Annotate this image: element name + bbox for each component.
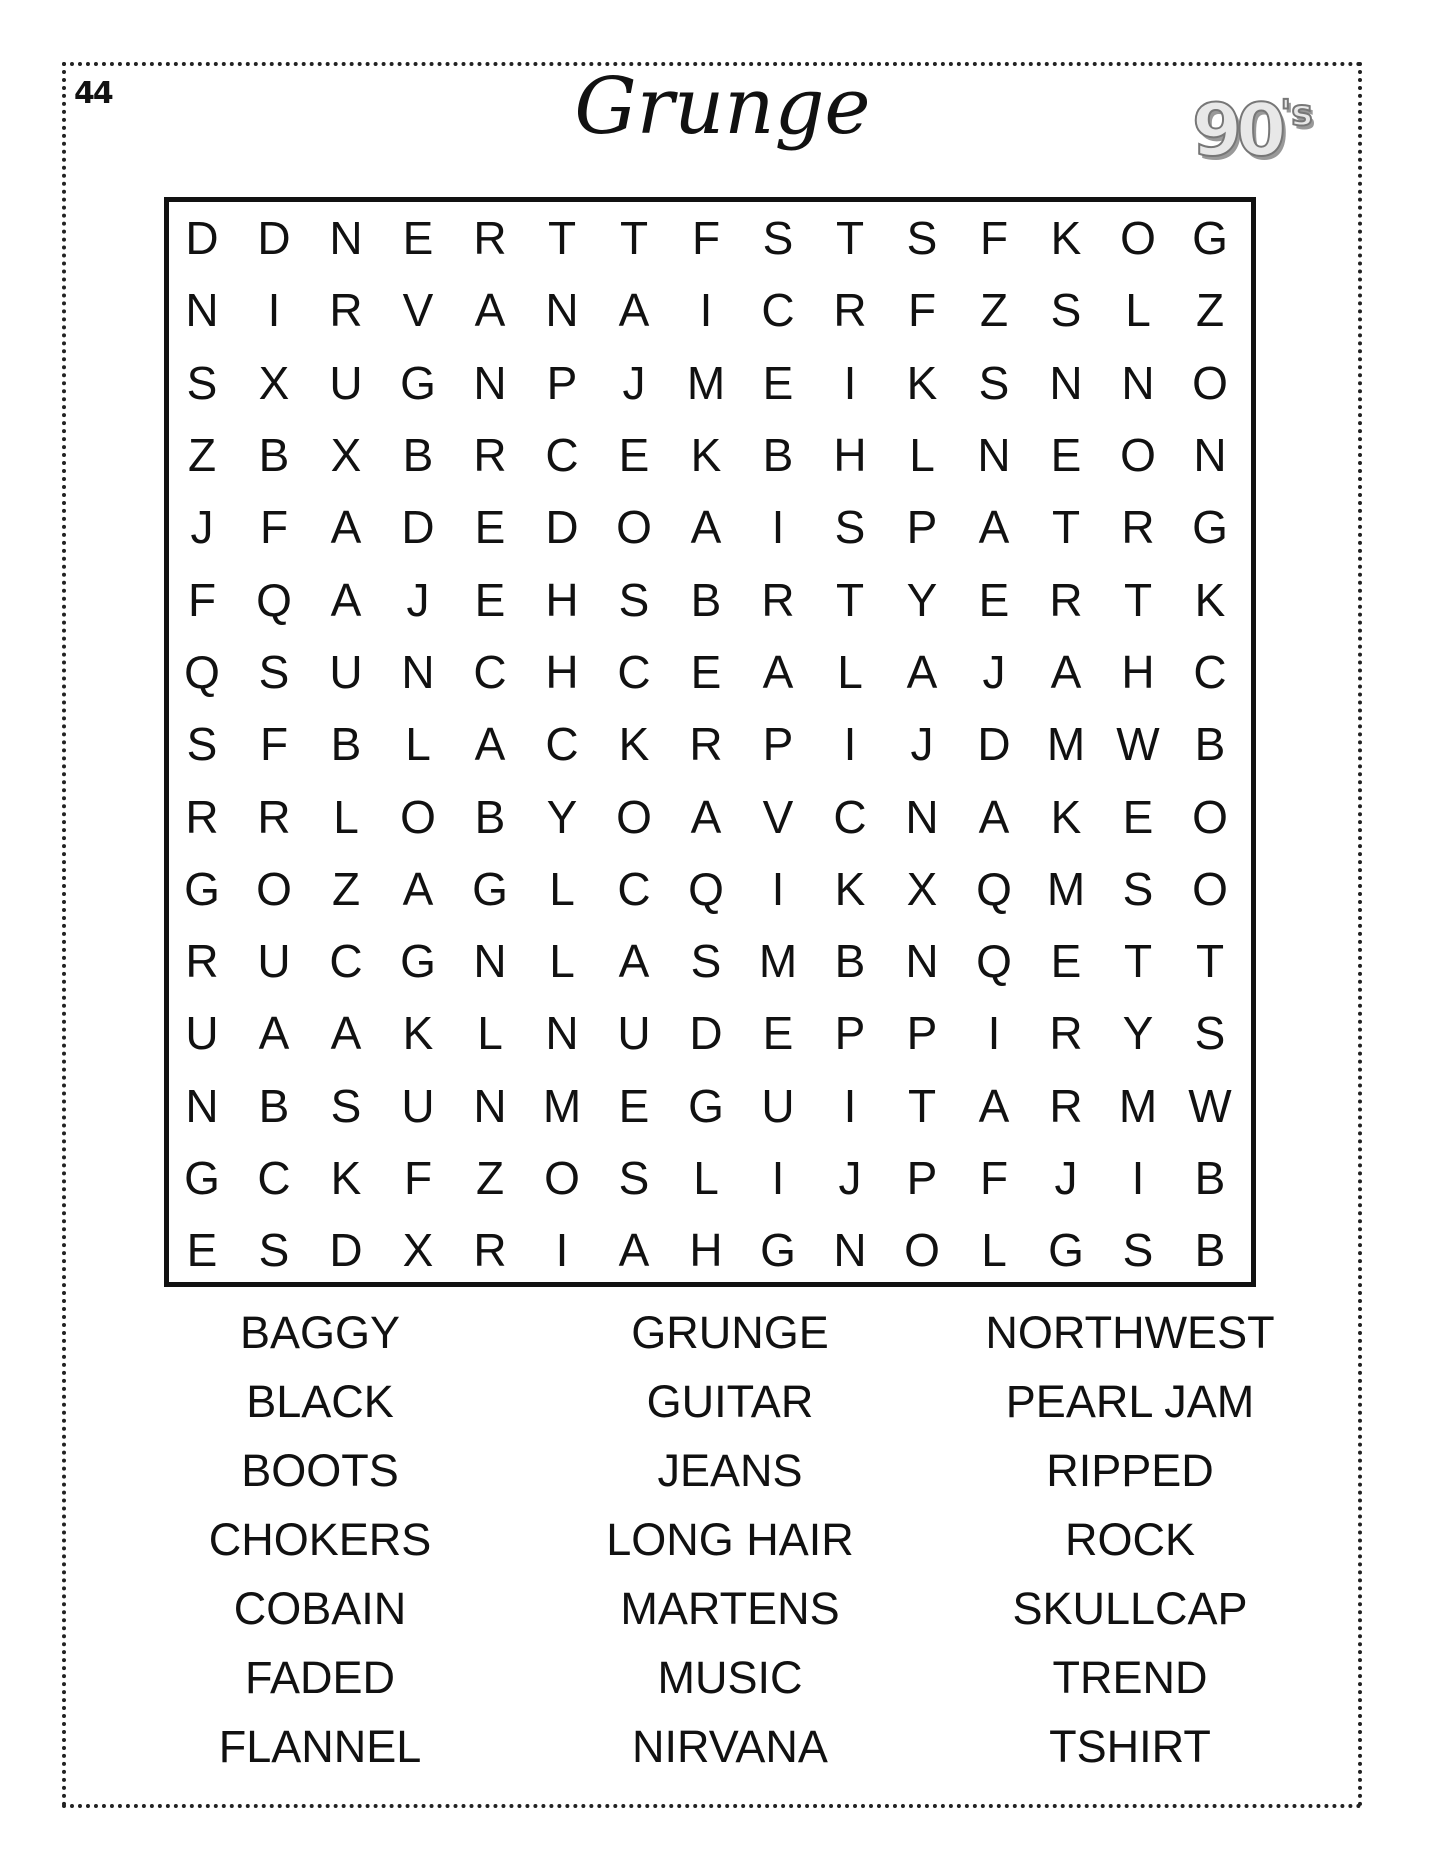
grid-letter[interactable]: K (690, 429, 722, 482)
grid-letter[interactable]: S (618, 1152, 650, 1204)
grid-letter[interactable]: Z (331, 862, 361, 915)
word-list-column (110, 1298, 530, 1781)
grid-letter[interactable]: B (1194, 1152, 1226, 1204)
grid-letter[interactable]: I (1131, 1152, 1145, 1204)
nineties-logo (1192, 88, 1313, 172)
word-list-item: GRUNGE (631, 1306, 829, 1358)
grid-letter[interactable]: T (835, 573, 865, 626)
grid-letter[interactable]: C (545, 718, 579, 771)
grid-letter[interactable]: O (616, 501, 652, 554)
grid-letter[interactable]: H (545, 645, 579, 698)
grid-letter[interactable]: I (267, 284, 281, 337)
grid-letter[interactable]: Q (256, 573, 292, 626)
word-list-item: MARTENS (620, 1582, 840, 1634)
grid-letter[interactable]: A (618, 284, 650, 337)
grid-letter[interactable]: N (833, 1224, 867, 1277)
grid-letter[interactable]: J (838, 1152, 862, 1204)
grid-letter[interactable]: B (1194, 1224, 1226, 1277)
grid-letter[interactable]: L (549, 935, 575, 988)
grid-letter[interactable]: G (400, 935, 436, 988)
grid-letter[interactable]: L (909, 429, 935, 482)
word-list-item: NORTHWEST (985, 1306, 1275, 1358)
grid-letter[interactable]: M (1046, 718, 1086, 771)
grid-letter[interactable]: T (1123, 935, 1153, 988)
grid-letter[interactable]: R (185, 790, 219, 843)
grid-letter[interactable]: P (762, 718, 794, 771)
grid-letter[interactable]: N (1121, 356, 1155, 409)
grid-letter[interactable]: S (258, 1224, 290, 1277)
grid-letter[interactable]: F (979, 1152, 1009, 1204)
grid-letter[interactable]: U (617, 1007, 651, 1060)
grid-letter[interactable]: N (545, 284, 579, 337)
grid-letter[interactable]: E (762, 1007, 794, 1060)
word-list-item: SKULLCAP (1012, 1582, 1248, 1634)
grid-letter[interactable]: J (1054, 1152, 1078, 1204)
grid-letter[interactable]: U (401, 1079, 435, 1132)
grid-letter[interactable]: Z (979, 284, 1009, 337)
word-list-item: TSHIRT (1049, 1720, 1211, 1772)
grid-letter[interactable]: F (403, 1152, 433, 1204)
grid-letter[interactable]: A (978, 501, 1010, 554)
grid-letter[interactable]: Y (1122, 1007, 1154, 1060)
word-list-item: JEANS (657, 1444, 803, 1496)
grid-letter[interactable]: E (1050, 935, 1082, 988)
word-list-column (930, 1298, 1330, 1781)
grid-letter[interactable]: J (406, 573, 430, 626)
grid-letter[interactable]: I (843, 718, 857, 771)
grid-letter[interactable]: P (546, 356, 578, 409)
grid-letter[interactable]: C (833, 790, 867, 843)
grid-letter[interactable]: R (1121, 501, 1155, 554)
grid-letter[interactable]: J (982, 645, 1006, 698)
grid-letter[interactable]: E (690, 645, 722, 698)
word-list-item: CHOKERS (208, 1513, 432, 1565)
word-list-item: GUITAR (646, 1375, 814, 1427)
word-list-item: BLACK (246, 1375, 394, 1427)
grid-letter[interactable]: H (833, 429, 867, 482)
grid-letter[interactable]: K (1050, 212, 1082, 265)
word-list-item: NIRVANA (632, 1720, 828, 1772)
grid-letter[interactable]: G (688, 1079, 724, 1132)
grid-letter[interactable]: X (906, 862, 938, 915)
grid-letter[interactable]: R (473, 429, 507, 482)
grid-letter[interactable]: O (1120, 212, 1156, 265)
grid-letter[interactable]: D (689, 1007, 723, 1060)
grid-letter[interactable]: F (979, 212, 1009, 265)
grid-letter[interactable]: E (1122, 790, 1154, 843)
grid-letter[interactable]: M (1046, 862, 1086, 915)
grid-letter[interactable]: L (549, 862, 575, 915)
grid-letter[interactable]: Q (976, 935, 1012, 988)
grid-letter[interactable]: R (329, 284, 363, 337)
grid-letter[interactable]: S (186, 718, 218, 771)
grid-letter[interactable]: B (762, 429, 794, 482)
grid-letter[interactable]: E (402, 212, 434, 265)
grid-letter[interactable]: V (402, 284, 434, 337)
grid-letter[interactable]: W (1116, 718, 1160, 771)
grid-letter[interactable]: S (1194, 1007, 1226, 1060)
grid-letter[interactable]: B (402, 429, 434, 482)
grid-letter[interactable]: N (1049, 356, 1083, 409)
grid-letter[interactable]: S (978, 356, 1010, 409)
word-list-column (530, 1298, 930, 1781)
grid-letter[interactable]: A (618, 1224, 650, 1277)
word-list-item: MUSIC (657, 1651, 803, 1703)
grid-letter[interactable]: A (762, 645, 794, 698)
grid-letter[interactable]: R (1049, 573, 1083, 626)
grid-letter[interactable]: Z (475, 1152, 505, 1204)
grid-letter[interactable]: T (619, 212, 649, 265)
grid-letter[interactable]: G (760, 1224, 796, 1277)
grid-letter[interactable]: A (978, 1079, 1010, 1132)
grid-letter[interactable]: T (1195, 935, 1225, 988)
grid-letter[interactable]: E (978, 573, 1010, 626)
nineties-logo-suffix: 's (1280, 93, 1313, 134)
grid-letter[interactable]: A (474, 284, 506, 337)
grid-letter[interactable]: S (906, 212, 938, 265)
grid-letter[interactable]: B (474, 790, 506, 843)
grid-letter[interactable]: N (185, 1079, 219, 1132)
grid-letter[interactable]: K (906, 356, 938, 409)
grid-letter[interactable]: E (474, 501, 506, 554)
grid-letter[interactable]: J (910, 718, 934, 771)
grid-letter[interactable]: N (905, 790, 939, 843)
grid-letter[interactable]: E (618, 429, 650, 482)
word-list-item: ROCK (1064, 1513, 1195, 1565)
grid-letter[interactable]: L (981, 1224, 1007, 1277)
grid-letter[interactable]: L (477, 1007, 503, 1060)
grid-letter[interactable]: M (1118, 1079, 1158, 1132)
grid-letter[interactable]: L (405, 718, 431, 771)
grid-letter[interactable]: P (906, 501, 938, 554)
grid-letter[interactable]: S (690, 935, 722, 988)
grid-letter[interactable]: C (545, 429, 579, 482)
grid-letter[interactable]: R (473, 212, 507, 265)
grid-letter[interactable]: H (689, 1224, 723, 1277)
grid-letter[interactable]: X (258, 356, 290, 409)
word-list-item: COBAIN (233, 1582, 407, 1634)
grid-letter[interactable]: A (402, 862, 434, 915)
grid-letter[interactable]: N (473, 356, 507, 409)
grid-letter[interactable]: A (474, 718, 506, 771)
grid-letter[interactable]: L (837, 645, 863, 698)
grid-letter[interactable]: G (1048, 1224, 1084, 1277)
grid-letter[interactable]: J (622, 356, 646, 409)
grid-letter[interactable]: I (771, 501, 785, 554)
grid-letter[interactable]: F (907, 284, 937, 337)
grid-letter[interactable]: I (843, 356, 857, 409)
grid-letter[interactable]: D (257, 212, 291, 265)
grid-letter[interactable]: E (762, 356, 794, 409)
grid-letter[interactable]: R (833, 284, 867, 337)
grid-letter[interactable]: C (617, 862, 651, 915)
grid-letter[interactable]: B (1194, 718, 1226, 771)
grid-letter[interactable]: S (1122, 1224, 1154, 1277)
grid-letter[interactable]: R (257, 790, 291, 843)
grid-letter[interactable]: K (834, 862, 866, 915)
grid-letter[interactable]: N (473, 1079, 507, 1132)
nineties-logo-number: 90 (1192, 88, 1281, 172)
grid-letter[interactable]: Y (906, 573, 938, 626)
grid-letter[interactable]: P (906, 1152, 938, 1204)
grid-letter[interactable]: J (190, 501, 214, 554)
grid-letter[interactable]: I (987, 1007, 1001, 1060)
grid-letter[interactable]: N (401, 645, 435, 698)
grid-letter[interactable]: O (1120, 429, 1156, 482)
grid-letter[interactable]: V (762, 790, 794, 843)
grid-letter[interactable]: C (1193, 645, 1227, 698)
word-list-item: BOOTS (241, 1444, 399, 1496)
grid-letter[interactable]: G (1192, 501, 1228, 554)
grid-letter[interactable]: S (258, 645, 290, 698)
grid-letter[interactable]: D (977, 718, 1011, 771)
grid-letter[interactable]: N (185, 284, 219, 337)
grid-letter[interactable]: T (907, 1079, 937, 1132)
grid-letter[interactable]: C (761, 284, 795, 337)
grid-letter[interactable]: C (329, 935, 363, 988)
grid-letter[interactable]: C (257, 1152, 291, 1204)
grid-letter[interactable]: Y (546, 790, 578, 843)
grid-letter[interactable]: S (330, 1079, 362, 1132)
grid-letter[interactable]: M (686, 356, 726, 409)
grid-letter[interactable]: O (544, 1152, 580, 1204)
grid-letter[interactable]: H (545, 573, 579, 626)
grid-letter[interactable]: M (542, 1079, 582, 1132)
grid-letter[interactable]: D (545, 501, 579, 554)
grid-letter[interactable]: I (843, 1079, 857, 1132)
grid-letter[interactable]: S (618, 573, 650, 626)
grid-letter[interactable]: G (1192, 212, 1228, 265)
grid-letter[interactable]: U (761, 1079, 795, 1132)
grid-letter[interactable]: N (545, 1007, 579, 1060)
grid-letter[interactable]: A (330, 573, 362, 626)
grid-letter[interactable]: O (904, 1224, 940, 1277)
grid-letter[interactable]: B (330, 718, 362, 771)
grid-letter[interactable]: T (835, 212, 865, 265)
grid-letter[interactable]: S (762, 212, 794, 265)
grid-letter[interactable]: E (474, 573, 506, 626)
grid-letter[interactable]: A (1050, 645, 1082, 698)
grid-letter[interactable]: N (905, 935, 939, 988)
grid-letter[interactable]: I (555, 1224, 569, 1277)
page-number: 44 (74, 76, 112, 111)
grid-letter[interactable]: U (185, 1007, 219, 1060)
word-list-item: TREND (1052, 1651, 1208, 1703)
grid-letter[interactable]: K (1194, 573, 1226, 626)
grid-letter[interactable]: O (1192, 790, 1228, 843)
grid-letter[interactable]: G (184, 1152, 220, 1204)
grid-letter[interactable]: C (617, 645, 651, 698)
grid-letter[interactable]: H (1121, 645, 1155, 698)
grid-letter[interactable]: T (1123, 573, 1153, 626)
grid-letter[interactable]: D (185, 212, 219, 265)
grid-letter[interactable]: U (329, 356, 363, 409)
word-list (110, 1298, 1330, 1781)
word-search-grid (166, 202, 1258, 1286)
grid-letter[interactable]: O (1192, 356, 1228, 409)
grid-letter[interactable]: K (1050, 790, 1082, 843)
grid-letter[interactable]: E (186, 1224, 218, 1277)
grid-letter[interactable]: L (693, 1152, 719, 1204)
grid-letter[interactable]: A (978, 790, 1010, 843)
grid-letter[interactable]: O (256, 862, 292, 915)
grid-letter[interactable]: X (402, 1224, 434, 1277)
grid-letter[interactable]: P (834, 1007, 866, 1060)
grid-letter[interactable]: N (977, 429, 1011, 482)
grid-letter[interactable]: S (1122, 862, 1154, 915)
grid-letter[interactable]: O (616, 790, 652, 843)
grid-letter[interactable]: N (1193, 429, 1227, 482)
word-list-item: BAGGY (239, 1306, 401, 1358)
grid-letter[interactable]: G (472, 862, 508, 915)
grid-letter[interactable]: D (329, 1224, 363, 1277)
word-list-item: FLANNEL (218, 1720, 422, 1772)
grid-letter[interactable]: A (906, 645, 938, 698)
grid-letter[interactable]: A (690, 501, 722, 554)
grid-letter[interactable]: P (906, 1007, 938, 1060)
word-list-item: FADED (244, 1651, 396, 1703)
grid-letter[interactable]: A (690, 790, 722, 843)
grid-letter[interactable]: U (329, 645, 363, 698)
grid-letter[interactable]: F (259, 501, 289, 554)
grid-letter[interactable]: S (1050, 284, 1082, 337)
grid-letter[interactable]: R (1049, 1079, 1083, 1132)
word-list-item: RIPPED (1046, 1444, 1214, 1496)
grid-letter[interactable]: C (473, 645, 507, 698)
grid-letter[interactable]: R (1049, 1007, 1083, 1060)
grid-letter[interactable]: Q (688, 862, 724, 915)
grid-letter[interactable]: O (400, 790, 436, 843)
grid-letter[interactable]: K (402, 1007, 434, 1060)
grid-letter[interactable]: N (473, 935, 507, 988)
grid-letter[interactable]: U (257, 935, 291, 988)
grid-letter[interactable]: F (187, 573, 217, 626)
grid-letter[interactable]: B (690, 573, 722, 626)
grid-letter[interactable]: B (258, 429, 290, 482)
grid-letter[interactable]: A (618, 935, 650, 988)
grid-letter[interactable]: G (184, 862, 220, 915)
grid-letter[interactable]: R (473, 1224, 507, 1277)
grid-letter[interactable]: M (758, 935, 798, 988)
grid-letter[interactable]: A (330, 501, 362, 554)
grid-letter[interactable]: Q (976, 862, 1012, 915)
grid-letter[interactable]: K (618, 718, 650, 771)
grid-letter[interactable]: F (259, 718, 289, 771)
grid-letter[interactable]: T (547, 212, 577, 265)
grid-letter[interactable]: R (761, 573, 795, 626)
grid-letter[interactable]: B (834, 935, 866, 988)
grid-letter[interactable]: Z (187, 429, 217, 482)
grid-letter[interactable]: L (333, 790, 359, 843)
grid-letter[interactable]: R (689, 718, 723, 771)
grid-letter[interactable]: S (186, 356, 218, 409)
grid-letter[interactable]: Q (184, 645, 220, 698)
grid-letter[interactable]: K (330, 1152, 362, 1204)
grid-letter[interactable]: O (1192, 862, 1228, 915)
grid-letter[interactable]: A (330, 1007, 362, 1060)
grid-letter[interactable]: A (258, 1007, 290, 1060)
grid-letter[interactable]: T (1051, 501, 1081, 554)
grid-letter[interactable]: I (699, 284, 713, 337)
grid-letter[interactable]: L (1125, 284, 1151, 337)
grid-letter[interactable]: N (329, 212, 363, 265)
grid-letter[interactable]: D (401, 501, 435, 554)
grid-letter[interactable]: B (258, 1079, 290, 1132)
grid-letter[interactable]: I (771, 1152, 785, 1204)
grid-letter[interactable]: E (618, 1079, 650, 1132)
grid-letter[interactable]: Z (1195, 284, 1225, 337)
grid-letter[interactable]: S (834, 501, 866, 554)
grid-letter[interactable]: R (185, 935, 219, 988)
word-list-item: LONG HAIR (606, 1513, 854, 1565)
word-list-item: PEARL JAM (1005, 1375, 1255, 1427)
grid-letter[interactable]: F (691, 212, 721, 265)
grid-letter[interactable]: G (400, 356, 436, 409)
grid-letter[interactable]: X (330, 429, 362, 482)
grid-letter[interactable]: E (1050, 429, 1082, 482)
grid-letter[interactable]: I (771, 862, 785, 915)
grid-letter[interactable]: W (1188, 1079, 1232, 1132)
page-title: Grunge (574, 62, 871, 152)
